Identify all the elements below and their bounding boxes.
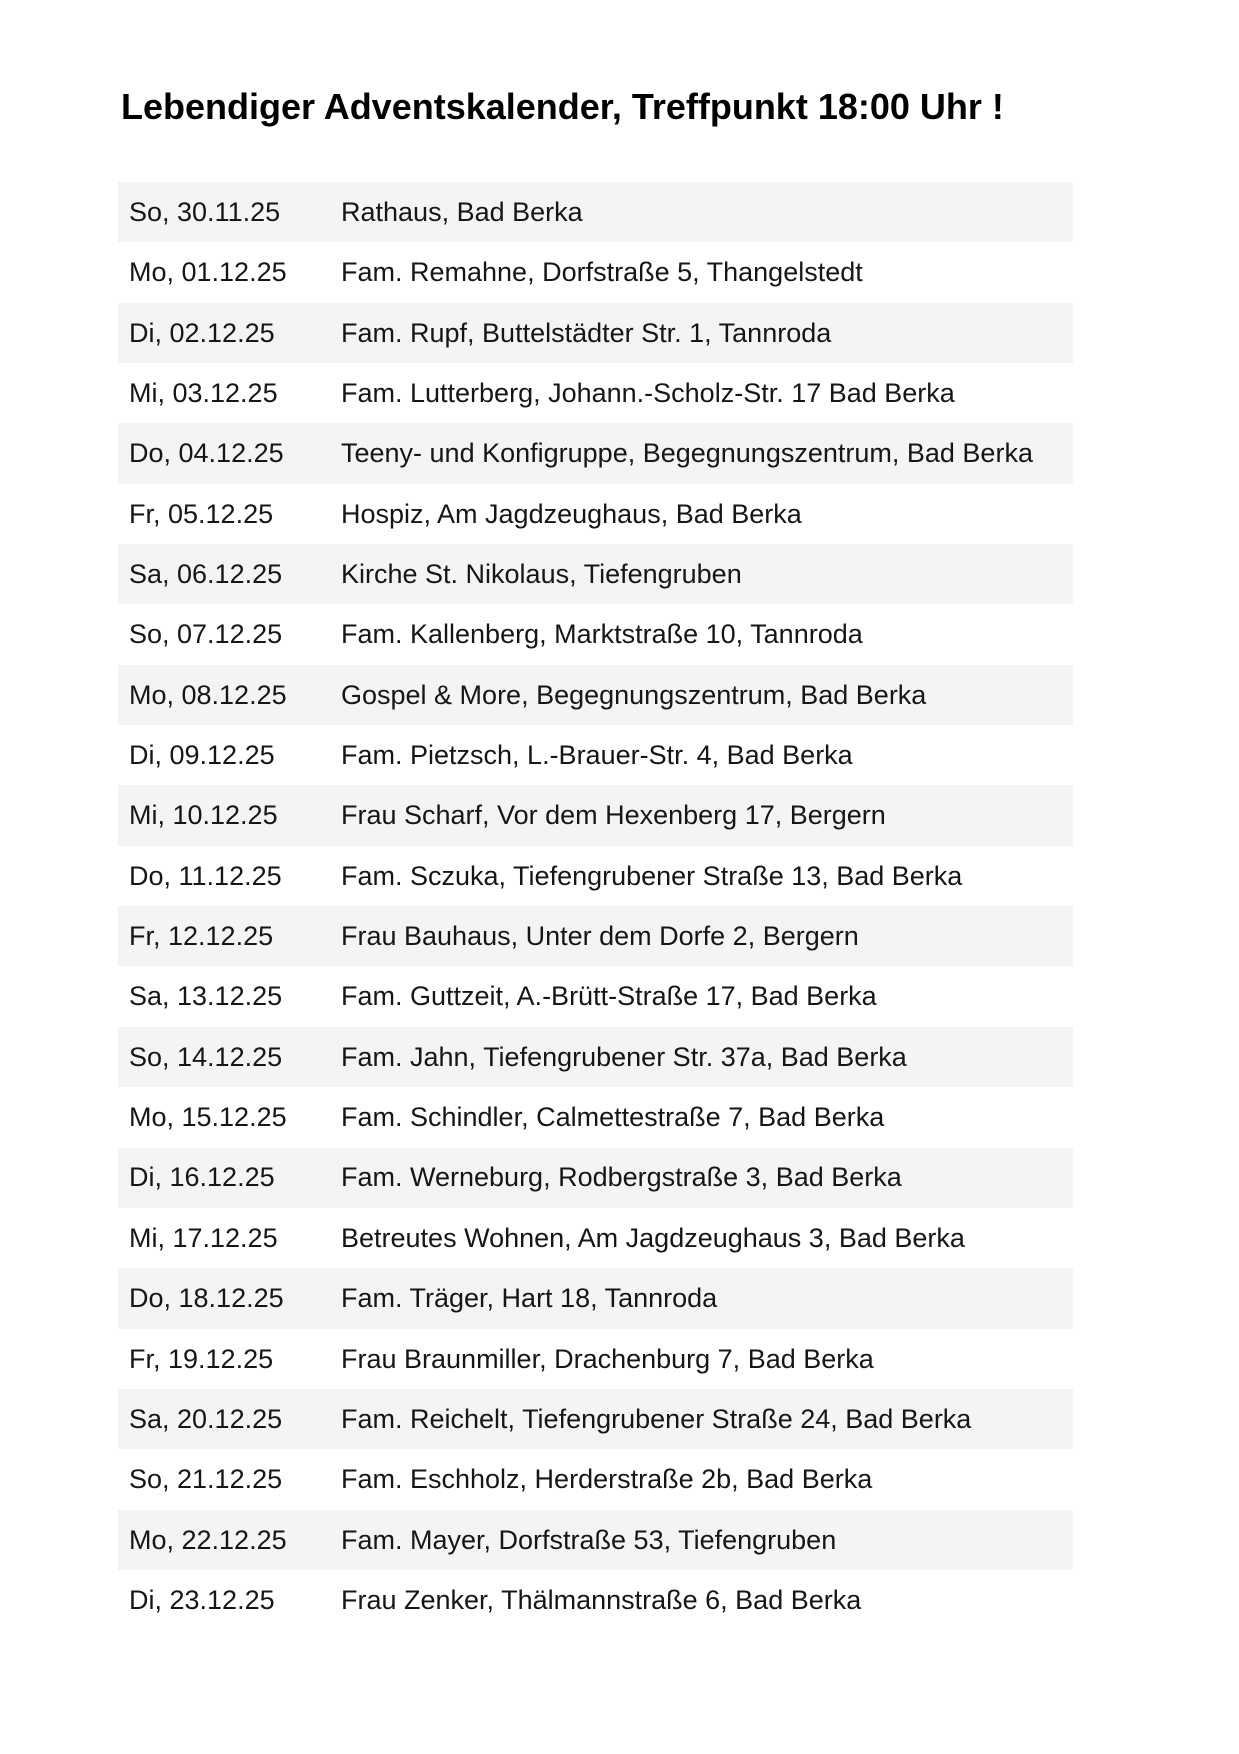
schedule-row	[118, 604, 1073, 664]
row-location: Frau Zenker, Thälmannstraße 6, Bad Berka	[341, 1584, 862, 1615]
row-date: So, 30.11.25	[129, 196, 281, 227]
row-location: Hospiz, Am Jagdzeughaus, Bad Berka	[341, 498, 802, 529]
schedule-row	[118, 846, 1073, 906]
row-location: Fam. Rupf, Buttelstädter Str. 1, Tannroda	[341, 317, 832, 348]
row-date: So, 14.12.25	[129, 1041, 283, 1072]
row-date: Mi, 17.12.25	[129, 1222, 278, 1253]
row-date: Di, 02.12.25	[129, 317, 275, 348]
schedule-row	[118, 785, 1073, 845]
row-date: Mo, 15.12.25	[129, 1102, 287, 1133]
row-location: Fam. Sczuka, Tiefengrubener Straße 13, Bad Berka	[341, 860, 963, 891]
page-title: Lebendiger Adventskalender, Treffpunkt 18:00 Uhr !	[121, 86, 1004, 127]
row-location: Fam. Träger, Hart 18, Tannroda	[341, 1283, 718, 1314]
schedule-row	[118, 363, 1073, 423]
row-date: Di, 16.12.25	[129, 1162, 275, 1193]
row-date: Di, 23.12.25	[129, 1584, 275, 1615]
row-location: Frau Scharf, Vor dem Hexenberg 17, Bergern	[341, 800, 886, 831]
row-date: Mi, 10.12.25	[129, 800, 278, 831]
schedule-row	[118, 423, 1073, 483]
schedule-row	[118, 1027, 1073, 1087]
schedule-row	[118, 1208, 1073, 1268]
schedule-row	[118, 484, 1073, 544]
row-date: Do, 04.12.25	[129, 438, 284, 469]
row-date: Fr, 12.12.25	[129, 921, 274, 952]
row-date: Do, 18.12.25	[129, 1283, 284, 1314]
row-location: Betreutes Wohnen, Am Jagdzeughaus 3, Bad Berka	[341, 1222, 965, 1253]
row-location: Rathaus, Bad Berka	[341, 196, 583, 227]
row-location: Fam. Werneburg, Rodbergstraße 3, Bad Berka	[341, 1162, 902, 1193]
schedule-row	[118, 1268, 1073, 1328]
row-location: Gospel & More, Begegnungszentrum, Bad Berka	[341, 679, 927, 710]
schedule-row	[118, 242, 1073, 302]
schedule-row	[118, 1087, 1073, 1147]
row-location: Teeny- und Konfigruppe, Begegnungszentrum, Bad Berka	[341, 438, 1033, 469]
row-date: Fr, 19.12.25	[129, 1343, 274, 1374]
schedule-row	[118, 1570, 1073, 1630]
row-date: Do, 11.12.25	[129, 860, 282, 891]
schedule-row	[118, 725, 1073, 785]
row-date: Mi, 03.12.25	[129, 378, 278, 408]
row-date: Di, 09.12.25	[129, 740, 275, 771]
schedule-row	[118, 1510, 1073, 1570]
row-location: Fam. Remahne, Dorfstraße 5, Thangelstedt	[341, 257, 863, 288]
row-date: Mo, 08.12.25	[129, 679, 287, 710]
schedule-row	[118, 303, 1073, 363]
row-date: Sa, 20.12.25	[129, 1403, 283, 1434]
schedule-row	[118, 1389, 1073, 1449]
row-date: Fr, 05.12.25	[129, 498, 274, 529]
schedule-row	[118, 966, 1073, 1026]
schedule-row	[118, 1148, 1073, 1208]
row-location: Fam. Reichelt, Tiefengrubener Straße 24, Bad Berka	[341, 1403, 972, 1434]
row-location: Fam. Jahn, Tiefengrubener Str. 37a, Bad Berka	[341, 1041, 907, 1072]
row-date: So, 21.12.25	[129, 1464, 283, 1495]
row-date: Mo, 01.12.25	[129, 257, 287, 288]
row-location: Frau Bauhaus, Unter dem Dorfe 2, Bergern	[341, 921, 859, 952]
row-location: Fam. Kallenberg, Marktstraße 10, Tannroda	[341, 619, 863, 650]
schedule-row	[118, 665, 1073, 725]
row-location: Kirche St. Nikolaus, Tiefengruben	[341, 559, 742, 590]
row-date: Sa, 06.12.25	[129, 559, 283, 590]
row-location: Fam. Guttzeit, A.-Brütt-Straße 17, Bad Berka	[341, 981, 877, 1012]
row-date: Sa, 13.12.25	[129, 981, 283, 1012]
row-location: Fam. Lutterberg, Johann.-Scholz-Str. 17 Bad Berka	[341, 378, 955, 408]
schedule-row	[118, 182, 1073, 242]
row-location: Fam. Eschholz, Herderstraße 2b, Bad Berka	[341, 1464, 873, 1495]
row-date: So, 07.12.25	[129, 619, 283, 650]
advent-schedule-table	[118, 182, 1073, 1630]
schedule-row	[118, 1449, 1073, 1509]
row-date: Mo, 22.12.25	[129, 1524, 287, 1555]
row-location: Fam. Mayer, Dorfstraße 53, Tiefengruben	[341, 1524, 837, 1555]
row-location: Fam. Schindler, Calmettestraße 7, Bad Berka	[341, 1102, 885, 1133]
row-location: Frau Braunmiller, Drachenburg 7, Bad Berka	[341, 1343, 874, 1374]
schedule-row	[118, 1329, 1073, 1389]
row-location: Fam. Pietzsch, L.-Brauer-Str. 4, Bad Berka	[341, 740, 853, 771]
schedule-row	[118, 906, 1073, 966]
schedule-row	[118, 544, 1073, 604]
